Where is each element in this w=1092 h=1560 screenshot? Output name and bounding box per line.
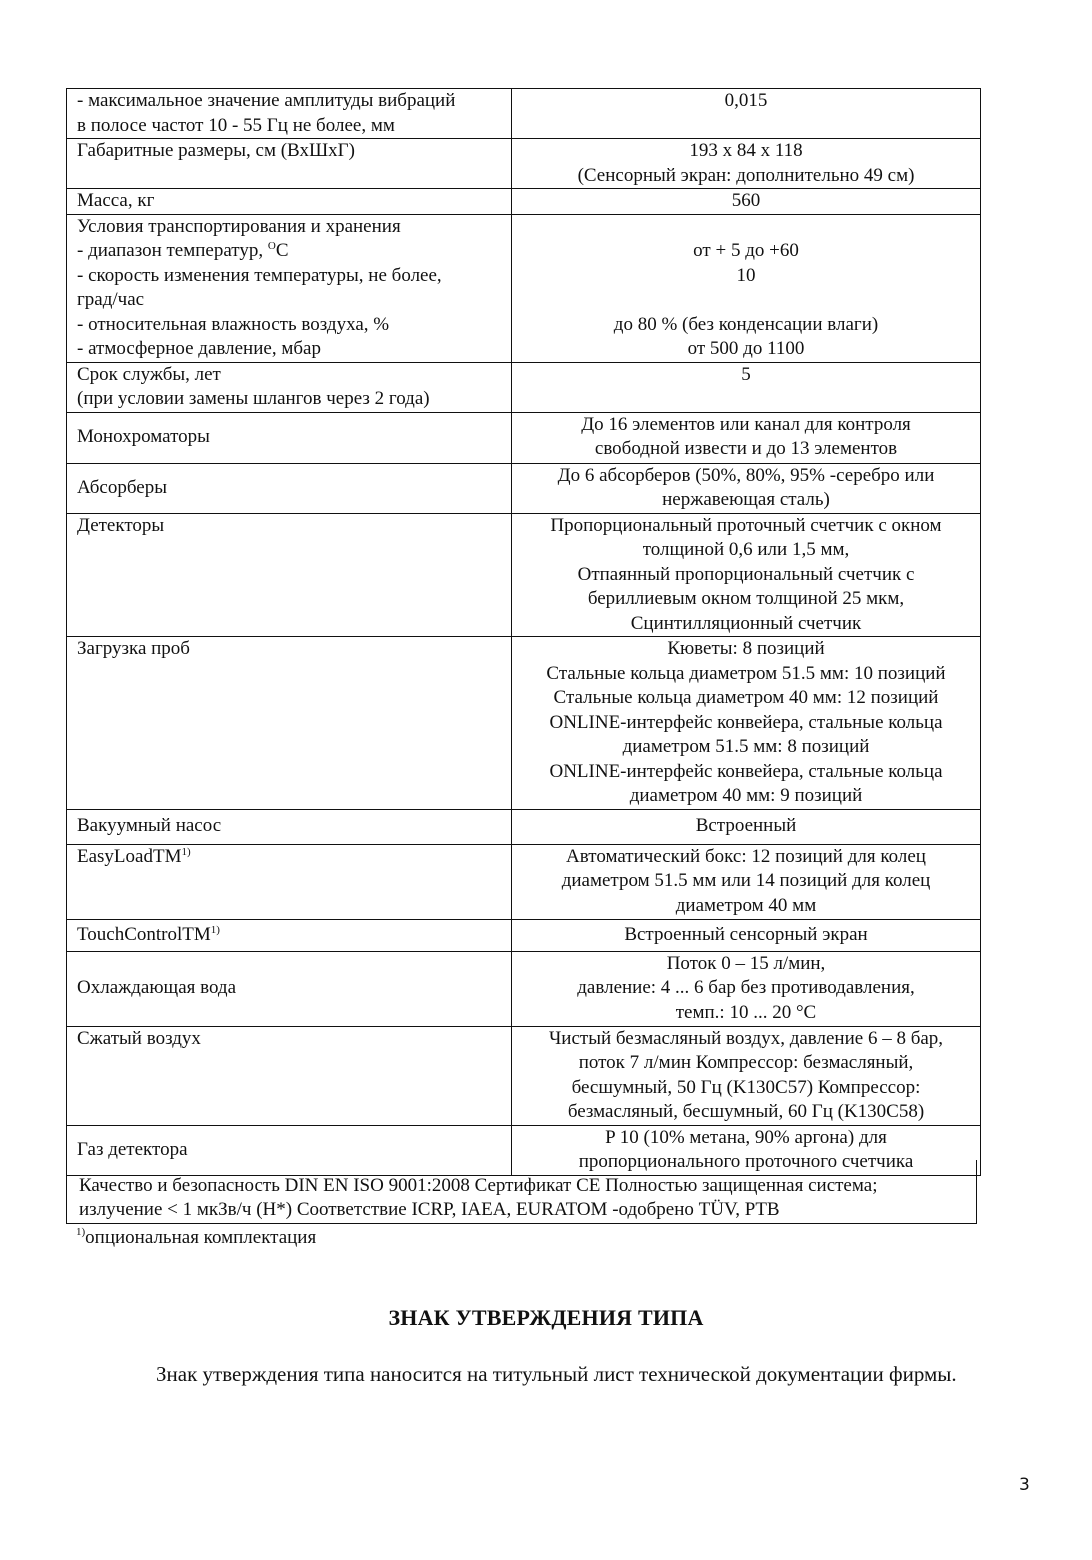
value-text: 0,015	[724, 90, 768, 111]
value-text: Сцинтилляционный счетчик	[630, 612, 862, 634]
value-cell	[512, 809, 981, 844]
value-text: поток 7 л/мин Компрессор: безмасляный,	[578, 1052, 914, 1073]
value-cell	[512, 637, 981, 810]
param-text	[77, 845, 505, 870]
param-text: Габаритные размеры, см (ВхШхГ)	[77, 140, 355, 161]
value-text: Поток 0 – 15 л/мин,	[666, 952, 826, 974]
param-text: Срок службы, лет	[77, 363, 221, 385]
degree-superscript: O	[267, 240, 276, 252]
value-text: 10	[736, 264, 756, 286]
param-text-part: TouchControlTM	[77, 923, 211, 945]
value-cell	[512, 189, 981, 215]
footnote-marker: 1)	[210, 923, 220, 936]
param-cell	[67, 809, 512, 844]
value-text: бериллиевым окном толщиной 25 мкм,	[587, 588, 905, 609]
value-cell	[512, 1026, 981, 1125]
table-row	[67, 412, 981, 463]
table-row	[67, 89, 981, 139]
table-row	[67, 809, 981, 844]
value-text: Отпаянный пропорциональный счетчик с	[577, 563, 915, 585]
table-row	[67, 189, 981, 215]
value-text: от + 5 до +60	[693, 240, 799, 261]
param-text: в полосе частот 10 - 55 Гц не более, мм	[77, 114, 395, 136]
table-row	[67, 951, 981, 1026]
param-cell	[67, 463, 512, 513]
certification-box	[66, 1160, 977, 1224]
param-cell	[67, 637, 512, 810]
param-cell	[67, 1026, 512, 1125]
param-text	[77, 239, 505, 264]
value-text: от 500 до 1100	[687, 338, 805, 359]
footnote-text: опциональная комплектация	[85, 1227, 317, 1248]
value-text: бесшумный, 50 Гц (K130C57) Компрессор:	[571, 1076, 921, 1098]
value-text: темп.: 10 ... 20 °C	[675, 1001, 817, 1023]
param-text: Сжатый воздух	[77, 1027, 201, 1049]
value-cell	[512, 463, 981, 513]
param-text: Газ детектора	[77, 1138, 188, 1160]
param-cell	[67, 189, 512, 215]
value-text: толщиной 0,6 или 1,5 мм,	[642, 539, 850, 560]
value-blank	[516, 288, 976, 313]
value-text: диаметром 51.5 мм или 14 позиций для колец	[561, 870, 931, 891]
value-text: Стальные кольца диаметром 51.5 мм: 10 позиций	[546, 662, 946, 684]
param-text: Вакуумный насос	[77, 815, 222, 837]
param-text-part: EasyLoadTM	[77, 845, 182, 867]
value-text: диаметром 40 мм	[675, 894, 817, 916]
value-text: свободной извести и до 13 элементов	[594, 438, 898, 459]
param-text	[77, 923, 505, 948]
value-cell	[512, 139, 981, 189]
value-cell	[512, 362, 981, 412]
param-cell	[67, 844, 512, 919]
value-cell	[512, 844, 981, 919]
value-cell	[512, 89, 981, 139]
specifications-table	[66, 88, 981, 1176]
footnote-marker: 1)	[76, 1226, 86, 1238]
param-text: (при условии замены шлангов через 2 года)	[77, 388, 430, 409]
paragraph-text: Знак утверждения типа наносится на титульный лист технической документации фирмы.	[156, 1362, 957, 1386]
param-text: Охлаждающая вода	[77, 977, 237, 999]
page-number: 3	[1019, 1475, 1030, 1495]
value-text: Чистый безмасляный воздух, давление 6 – 8 бар,	[548, 1027, 944, 1049]
param-cell	[67, 362, 512, 412]
value-text: Кюветы: 8 позиций	[667, 638, 825, 659]
value-text: До 6 абсорберов (50%, 80%, 95% -серебро или	[557, 464, 935, 486]
value-text: Пропорциональный проточный счетчик с окном	[550, 514, 942, 536]
value-text: P 10 (10% метана, 90% аргона) для	[605, 1126, 887, 1148]
value-text: до 80 % (без конденсации влаги)	[613, 313, 879, 335]
param-text: Монохроматоры	[77, 426, 210, 448]
param-text: - скорость изменения температуры, не более,	[77, 264, 442, 286]
param-text: Загрузка проб	[77, 638, 190, 659]
table-row	[67, 362, 981, 412]
table-row	[67, 214, 981, 362]
value-text: пропорционального проточного счетчика	[578, 1151, 914, 1172]
value-cell	[512, 951, 981, 1026]
value-text: нержавеющая сталь)	[662, 489, 830, 510]
param-text: Абсорберы	[77, 476, 167, 498]
footnote-marker: 1)	[181, 845, 191, 858]
table-row	[67, 919, 981, 951]
certification-text: Качество и безопасность DIN EN ISO 9001:2008 Сертификат CE Полностью защищенная система;	[79, 1175, 878, 1196]
param-text: Условия транспортирования и хранения	[77, 215, 401, 237]
table-row	[67, 463, 981, 513]
param-text: - атмосферное давление, мбар	[77, 338, 321, 359]
param-cell	[67, 89, 512, 139]
table-row	[67, 139, 981, 189]
value-text: безмасляный, бесшумный, 60 Гц (K130C58)	[567, 1101, 925, 1122]
param-text: Масса, кг	[77, 190, 155, 211]
param-cell	[67, 139, 512, 189]
param-cell	[67, 919, 512, 951]
param-cell	[67, 951, 512, 1026]
value-text: 5	[741, 363, 751, 385]
param-text: - максимальное значение амплитуды вибраций	[77, 90, 456, 111]
param-text: Детекторы	[77, 514, 165, 536]
table-row	[67, 1026, 981, 1125]
footnote	[76, 1226, 316, 1250]
table-row	[67, 637, 981, 810]
value-cell	[512, 214, 981, 362]
value-cell	[512, 919, 981, 951]
table-row	[67, 513, 981, 637]
param-cell	[67, 412, 512, 463]
value-blank	[516, 215, 976, 240]
section-title: ЗНАК УТВЕРЖДЕНИЯ ТИПА	[388, 1305, 704, 1330]
value-text: (Сенсорный экран: дополнительно 49 см)	[577, 164, 915, 186]
value-text: Автоматический бокс: 12 позиций для колец	[566, 845, 926, 867]
value-text: До 16 элементов или канал для контроля	[581, 413, 911, 435]
table-row	[67, 844, 981, 919]
param-cell	[67, 214, 512, 362]
value-text: давление: 4 ... 6 бар без противодавления,	[577, 977, 915, 998]
certification-text: излучение < 1 мкЗв/ч (H*) Соответствие ICRP, IAEA, EURATOM -одобрено TÜV, PTB	[79, 1199, 780, 1220]
value-text: ONLINE-интерфейс конвейера, стальные кольца	[549, 760, 943, 782]
value-text: ONLINE-интерфейс конвейера, стальные кольца	[549, 711, 943, 733]
body-paragraph	[78, 1360, 978, 1389]
value-text: 193 x 84 x 118	[689, 140, 803, 161]
param-text-part: - диапазон температур,	[77, 240, 268, 261]
value-cell	[512, 412, 981, 463]
param-text: град/час	[77, 289, 145, 310]
value-cell	[512, 513, 981, 637]
param-text: - относительная влажность воздуха, %	[77, 313, 390, 335]
value-text: Встроенный сенсорный экран	[624, 923, 868, 945]
value-text: Стальные кольца диаметром 40 мм: 12 позиций	[553, 687, 939, 708]
temperature-unit: C	[275, 240, 289, 261]
value-text: Встроенный	[695, 815, 797, 837]
value-text: диаметром 40 мм: 9 позиций	[629, 785, 863, 806]
value-text: 560	[731, 190, 761, 211]
param-cell	[67, 513, 512, 637]
value-text: диаметром 51.5 мм: 8 позиций	[622, 736, 870, 757]
